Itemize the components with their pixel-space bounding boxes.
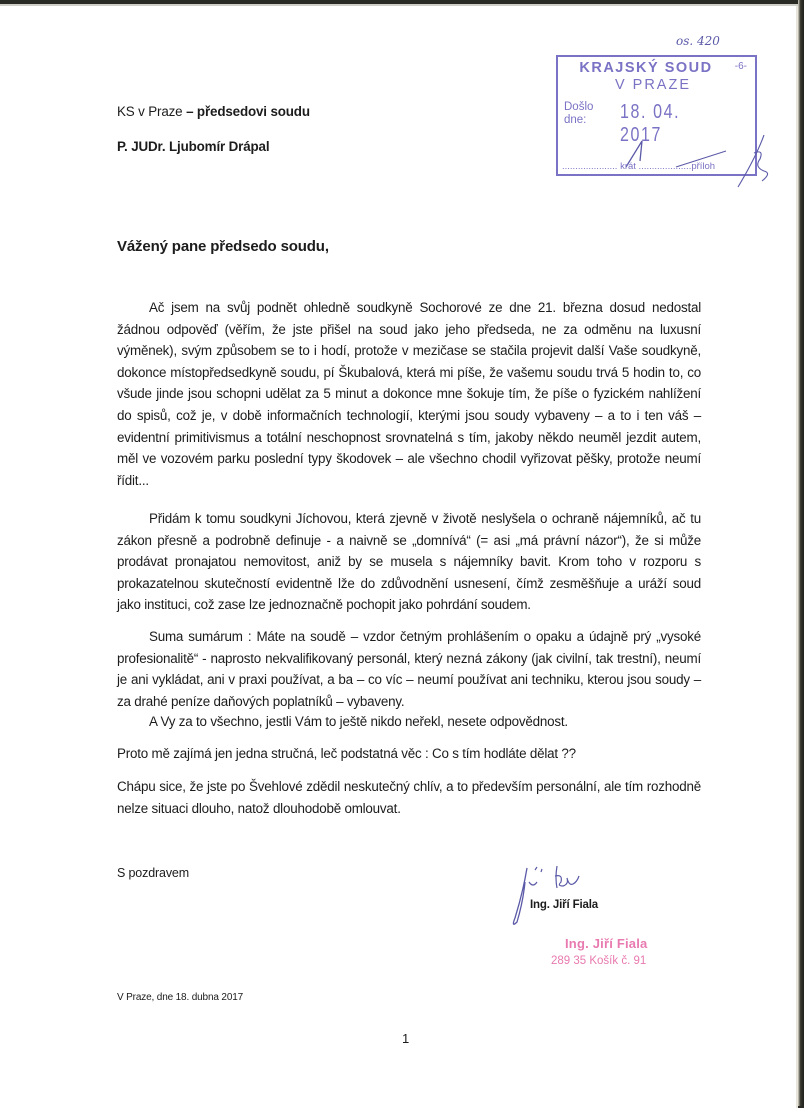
handwritten-signature-icon: [505, 862, 585, 932]
salutation: Vážený pane předsedo soudu,: [117, 238, 329, 255]
signatory-name: Ing. Jiří Fiala: [530, 899, 599, 911]
stamp-received-label-line1: Došlo: [564, 101, 594, 113]
stamp-received-label-line2: dne:: [564, 114, 587, 126]
addressee-court: KS v Praze: [117, 104, 187, 119]
closing: S pozdravem: [117, 866, 189, 880]
stamp-city: V PRAZE: [614, 77, 692, 93]
body-paragraph-6: [117, 776, 701, 819]
paragraph-text: Proto mě zajímá jen jedna stručná, leč podstatná věc : Co s tím hodláte dělat ??: [117, 746, 576, 761]
paragraph-text: Chápu sice, že jste po Švehlové zdědil neskutečný chlív, a to především personální, ale tím rozhodně nelze situaci dlouho, natož dlouhodobě omlouvat.: [117, 779, 701, 816]
stamp-received-date: 18. 04. 2017: [620, 101, 681, 146]
handwritten-file-ref: os. 420: [676, 34, 720, 48]
sender-stamp-address: 289 35 Košík č. 91: [551, 955, 647, 967]
body-paragraph-5: [117, 743, 701, 765]
addressee-line-1: [117, 104, 310, 119]
paragraph-text: Ač jsem na svůj podnět ohledně soudkyně Sochorové ze dne 21. března dosud nedostal žádnou odpověď (věřím, že jste přišel na soud jako jeho předseda, ne za odměnu na luxusní výměnek), svým způsobem se to i hodí, protože v mezičase se stačila projevit další Vaše soudkyně, dokonce místopředsedkyně soudu, pí Škubalová, která mi píše, že vašemu soudu trvá 5 hodin to, co všude jinde jsou schopni udělat za 5 minut a dokonce mne šokuje tím, že píše o fyzickém nahlížení do spisů, což je, v době informačních technologií, kterými jsou soudy vybaveny – a to i ten váš – evidentní primitivismus a totální neschopnost srovnatelná s tím, jakoby někdo neuměl jezdit autem, měl ve vozovém parku poslední typy škodovek – ale všechno chodil vyřizovat pěšky, protože neumí řídit...: [117, 300, 701, 488]
stamp-court-name: KRAJSKÝ SOUD: [579, 60, 713, 76]
court-receipt-stamp: [556, 55, 757, 176]
place-and-date: V Praze, dne 18. dubna 2017: [117, 992, 244, 1003]
paragraph-text: Suma sumárum : Máte na soudě – vzdor četným prohlášením o opaku a údajně prý „vysoké profesionalitě“ - naprosto nekvalifikovaný personál, který nezná zákony (jak civilní, tak trestní), neumí je ani vykládat, ani v praxi používat, a ba – co víc – neumí používat ani techniku, kterou jsou soudy – za drahé peníze daňových poplatníků – vybaveny.: [117, 629, 701, 709]
page-number: 1: [402, 1031, 410, 1046]
sender-stamp-name: Ing. Jiří Fiala: [565, 936, 648, 951]
stamp-copies-attachments-line: ..................... krát ....................příloh: [562, 161, 716, 172]
body-paragraph-1: [117, 297, 701, 491]
addressee-role: – předsedovi soudu: [186, 104, 310, 119]
paragraph-text: Přidám k tomu soudkyni Jíchovou, která zjevně v životě neslyšela o ochraně nájemníků, ač tu zákon přesně a podrobně definuje - a naivně se „domnívá“ (= asi „má právní názor“), že si může prodávat pronajatou nemovitost, aniž by se musela s nájemníky bavit. Krom toho v rozporu s prokazatelnou skutečností evidentně lže do zdůvodnění usnesení, čímž zesměšňuje a uráží soud jako instituci, což zase lze jednoznačně pochopit jako pohrdání soudem.: [117, 511, 701, 613]
addressee-line-2: P. JUDr. Ljubomír Drápal: [117, 139, 270, 154]
stamp-handwritten-marks-icon: [558, 57, 804, 197]
paragraph-text: A Vy za to všechno, jestli Vám to ještě nikdo neřekl, nesete odpovědnost.: [149, 714, 568, 729]
body-paragraph-2: [117, 508, 701, 616]
body-paragraph-4: [117, 711, 701, 733]
scan-edge: [798, 0, 804, 1106]
letter-page: [0, 4, 798, 1108]
body-paragraph-3: [117, 626, 701, 712]
stamp-number: -6-: [734, 61, 747, 72]
sender-stamp: [551, 936, 648, 967]
